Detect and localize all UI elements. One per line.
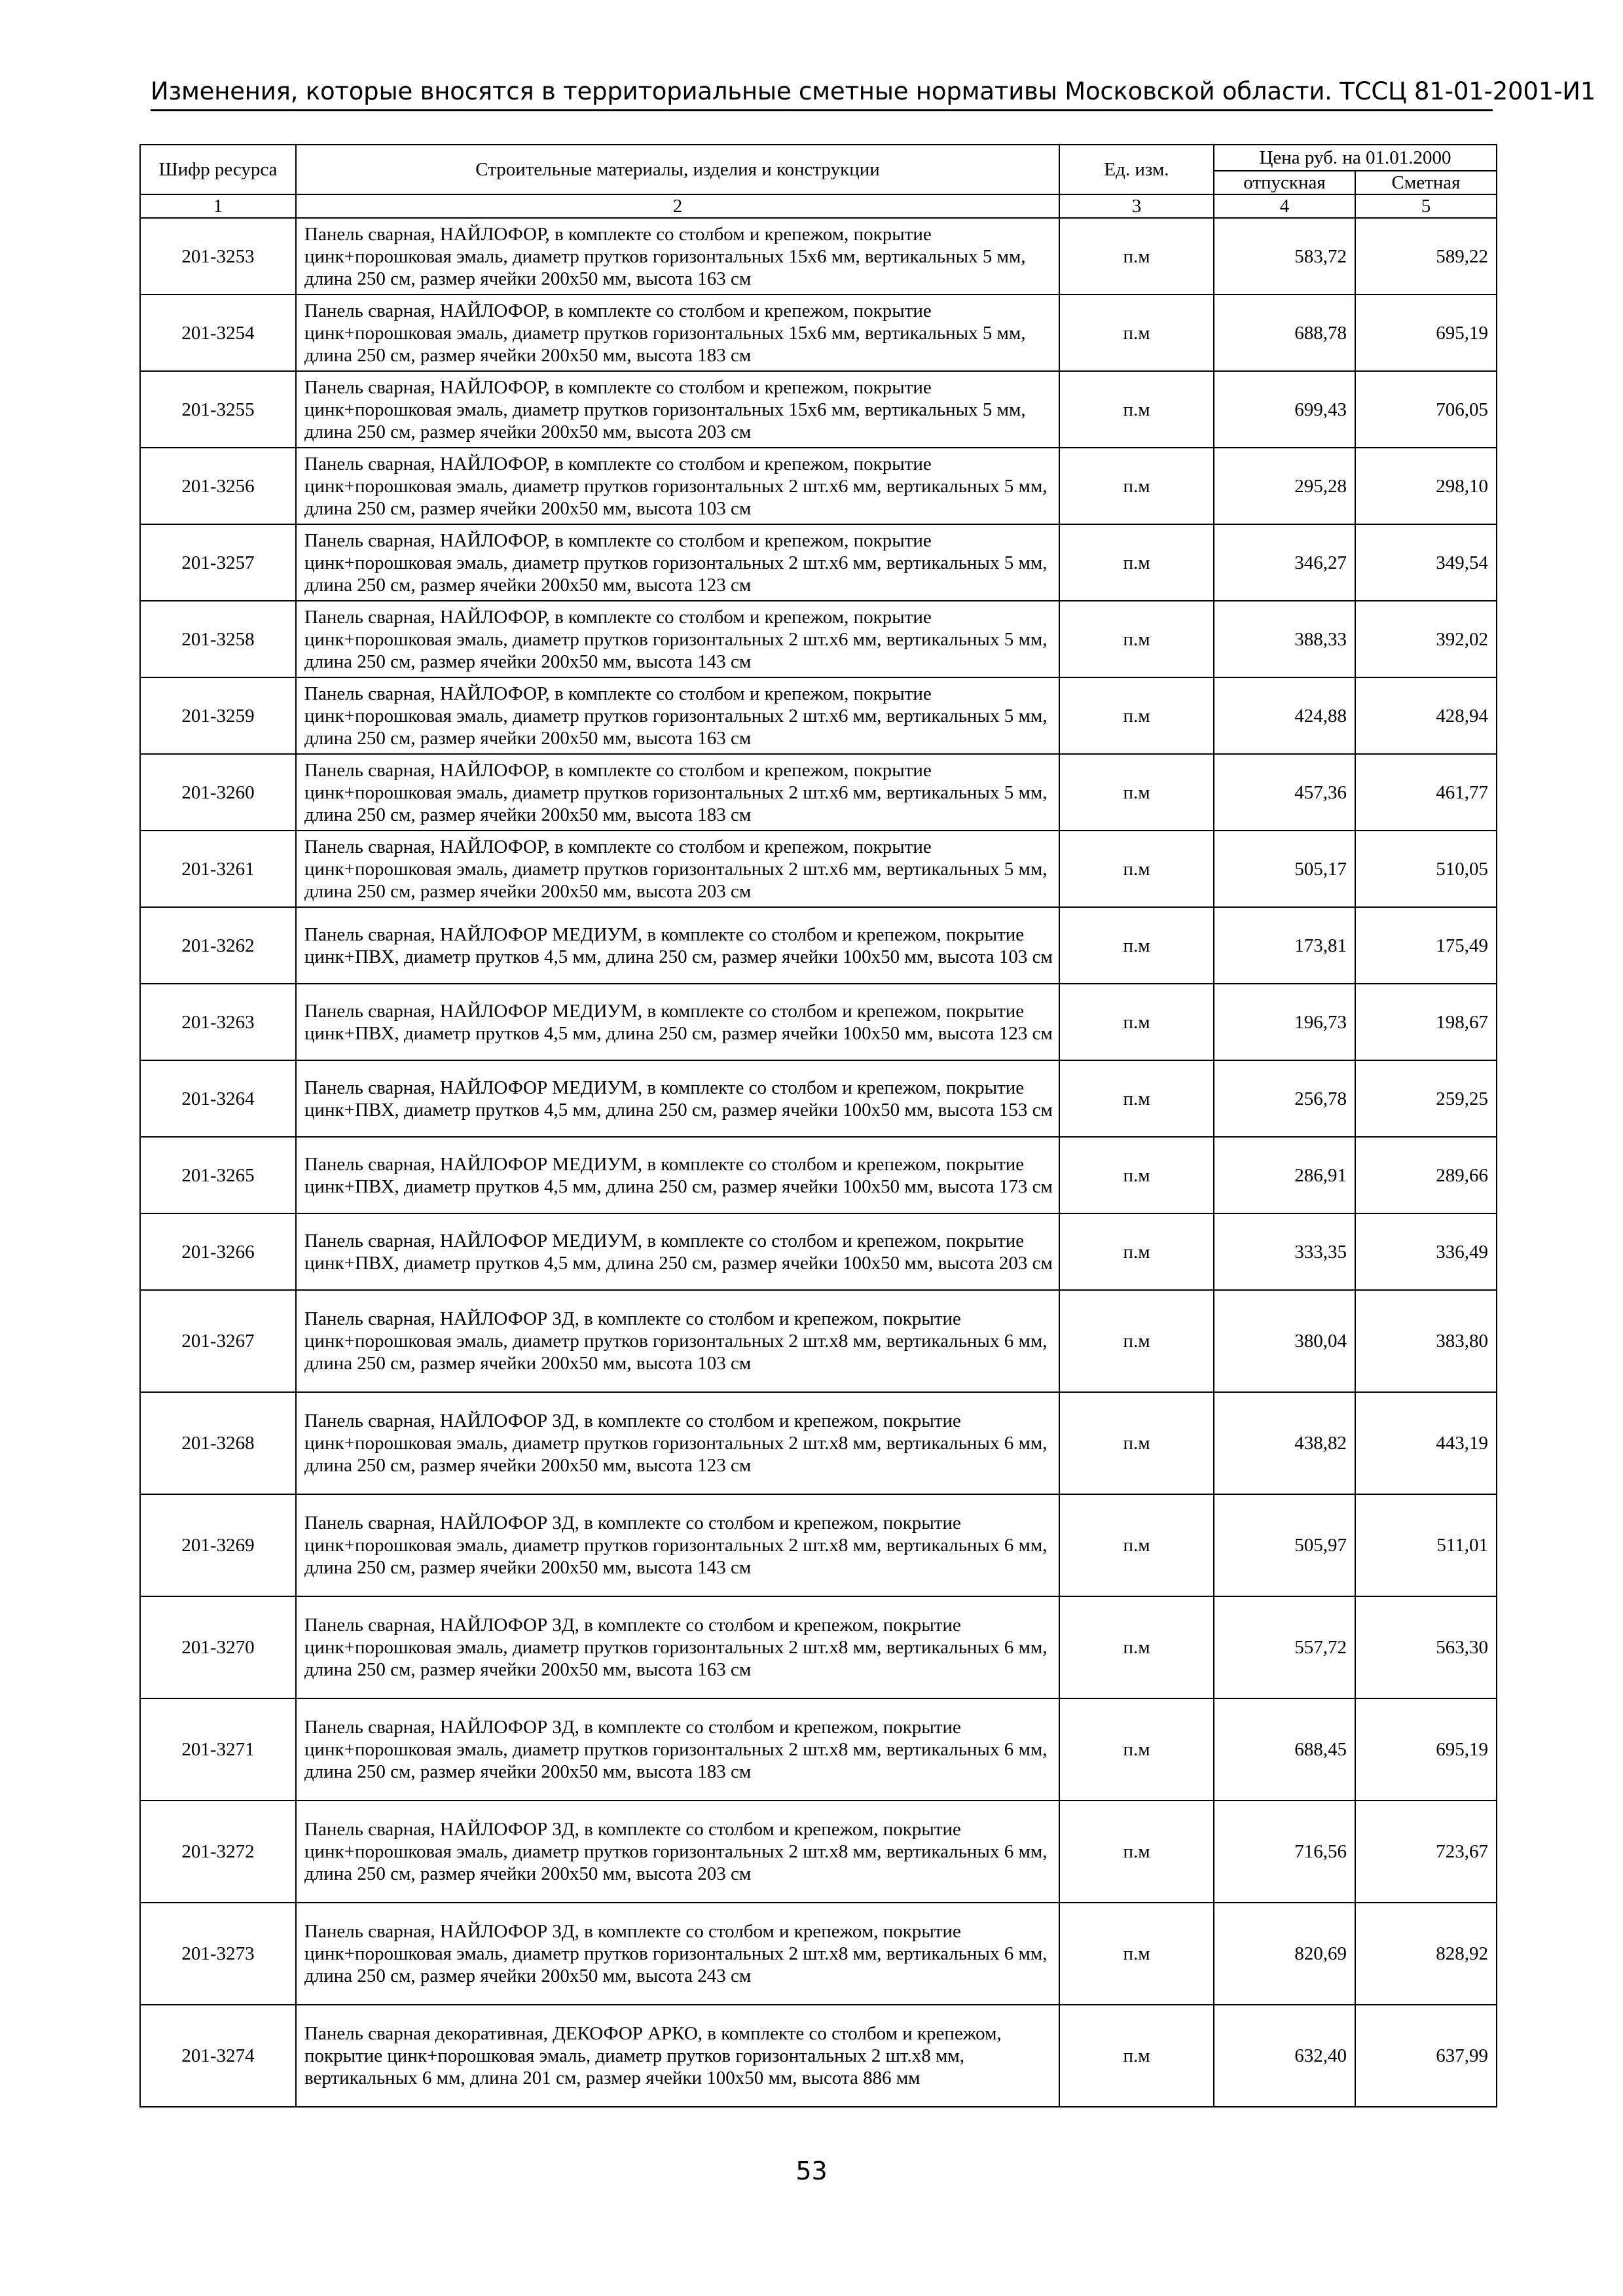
estimate-price-cell: 198,67: [1355, 984, 1497, 1060]
estimate-price-cell: 289,66: [1355, 1137, 1497, 1213]
table-row: [140, 601, 1497, 677]
header-release-price: отпускная: [1214, 171, 1355, 194]
estimate-price-cell: 511,01: [1355, 1494, 1497, 1596]
price-table: [139, 144, 1497, 2108]
release-price-cell: 380,04: [1214, 1290, 1355, 1392]
unit-cell: п.м: [1059, 1060, 1214, 1137]
resource-code-cell: 201-3261: [140, 831, 296, 907]
unit-cell: п.м: [1059, 371, 1214, 448]
material-description-cell: Панель сварная, НАЙЛОФОР, в комплекте со столбом и крепежом, покрытие цинк+порошковая эмаль, диаметр прутков горизонтальных 2 шт.х6 мм, вертикальных 5 мм, длина 250 см, размер ячейки 200х50 мм, высота 203 см: [296, 831, 1059, 907]
release-price-cell: 688,45: [1214, 1698, 1355, 1801]
unit-cell: п.м: [1059, 218, 1214, 295]
resource-code-cell: 201-3270: [140, 1596, 296, 1698]
material-description-cell: Панель сварная, НАЙЛОФОР 3Д, в комплекте со столбом и крепежом, покрытие цинк+порошковая эмаль, диаметр прутков горизонтальных 2 шт.х8 мм, вертикальных 6 мм, длина 250 см, размер ячейки 200х50 мм, высота 123 см: [296, 1392, 1059, 1494]
material-description-cell: Панель сварная, НАЙЛОФОР 3Д, в комплекте со столбом и крепежом, покрытие цинк+порошковая эмаль, диаметр прутков горизонтальных 2 шт.х8 мм, вертикальных 6 мм, длина 250 см, размер ячейки 200х50 мм, высота 183 см: [296, 1698, 1059, 1801]
table-row: [140, 1596, 1497, 1698]
resource-code-cell: 201-3274: [140, 2005, 296, 2107]
table-row: [140, 371, 1497, 448]
material-description-cell: Панель сварная, НАЙЛОФОР МЕДИУМ, в комплекте со столбом и крепежом, покрытие цинк+ПВХ, диаметр прутков 4,5 мм, длина 250 см, размер ячейки 100х50 мм, высота 173 см: [296, 1137, 1059, 1213]
material-description-cell: Панель сварная, НАЙЛОФОР МЕДИУМ, в комплекте со столбом и крепежом, покрытие цинк+ПВХ, диаметр прутков 4,5 мм, длина 250 см, размер ячейки 100х50 мм, высота 203 см: [296, 1213, 1059, 1290]
resource-code-cell: 201-3266: [140, 1213, 296, 1290]
estimate-price-cell: 510,05: [1355, 831, 1497, 907]
column-number: 2: [296, 194, 1059, 218]
resource-code-cell: 201-3257: [140, 524, 296, 601]
table-row: [140, 1494, 1497, 1596]
release-price-cell: 196,73: [1214, 984, 1355, 1060]
unit-cell: п.м: [1059, 1137, 1214, 1213]
unit-cell: п.м: [1059, 2005, 1214, 2107]
table-row: [140, 984, 1497, 1060]
resource-code-cell: 201-3268: [140, 1392, 296, 1494]
table-row: [140, 295, 1497, 371]
estimate-price-cell: 428,94: [1355, 677, 1497, 754]
release-price-cell: 333,35: [1214, 1213, 1355, 1290]
table-body: [140, 218, 1497, 2107]
release-price-cell: 173,81: [1214, 907, 1355, 984]
unit-cell: п.м: [1059, 448, 1214, 524]
resource-code-cell: 201-3271: [140, 1698, 296, 1801]
header-price-group: Цена руб. на 01.01.2000: [1214, 145, 1497, 171]
estimate-price-cell: 695,19: [1355, 295, 1497, 371]
estimate-price-cell: 723,67: [1355, 1801, 1497, 1903]
table-row: [140, 1698, 1497, 1801]
header-code: Шифр ресурса: [140, 145, 296, 194]
resource-code-cell: 201-3254: [140, 295, 296, 371]
release-price-cell: 716,56: [1214, 1801, 1355, 1903]
material-description-cell: Панель сварная, НАЙЛОФОР 3Д, в комплекте со столбом и крепежом, покрытие цинк+порошковая эмаль, диаметр прутков горизонтальных 2 шт.х8 мм, вертикальных 6 мм, длина 250 см, размер ячейки 200х50 мм, высота 243 см: [296, 1903, 1059, 2005]
resource-code-cell: 201-3265: [140, 1137, 296, 1213]
release-price-cell: 699,43: [1214, 371, 1355, 448]
unit-cell: п.м: [1059, 1290, 1214, 1392]
column-number: 4: [1214, 194, 1355, 218]
material-description-cell: Панель сварная, НАЙЛОФОР МЕДИУМ, в комплекте со столбом и крепежом, покрытие цинк+ПВХ, диаметр прутков 4,5 мм, длина 250 см, размер ячейки 100х50 мм, высота 153 см: [296, 1060, 1059, 1137]
resource-code-cell: 201-3263: [140, 984, 296, 1060]
estimate-price-cell: 349,54: [1355, 524, 1497, 601]
material-description-cell: Панель сварная, НАЙЛОФОР МЕДИУМ, в комплекте со столбом и крепежом, покрытие цинк+ПВХ, диаметр прутков 4,5 мм, длина 250 см, размер ячейки 100х50 мм, высота 103 см: [296, 907, 1059, 984]
table-row: [140, 754, 1497, 831]
unit-cell: п.м: [1059, 1596, 1214, 1698]
release-price-cell: 346,27: [1214, 524, 1355, 601]
estimate-price-cell: 298,10: [1355, 448, 1497, 524]
release-price-cell: 505,17: [1214, 831, 1355, 907]
unit-cell: п.м: [1059, 524, 1214, 601]
estimate-price-cell: 336,49: [1355, 1213, 1497, 1290]
unit-cell: п.м: [1059, 295, 1214, 371]
table-row: [140, 2005, 1497, 2107]
header-estimate-price: Сметная: [1355, 171, 1497, 194]
resource-code-cell: 201-3269: [140, 1494, 296, 1596]
estimate-price-cell: 589,22: [1355, 218, 1497, 295]
table-row: [140, 907, 1497, 984]
release-price-cell: 424,88: [1214, 677, 1355, 754]
column-number: 1: [140, 194, 296, 218]
estimate-price-cell: 706,05: [1355, 371, 1497, 448]
unit-cell: п.м: [1059, 1213, 1214, 1290]
table-row: [140, 677, 1497, 754]
unit-cell: п.м: [1059, 754, 1214, 831]
table-row: [140, 1137, 1497, 1213]
table-row: [140, 1213, 1497, 1290]
material-description-cell: Панель сварная, НАЙЛОФОР, в комплекте со столбом и крепежом, покрытие цинк+порошковая эмаль, диаметр прутков горизонтальных 15х6 мм, вертикальных 5 мм, длина 250 см, размер ячейки 200х50 мм, высота 163 см: [296, 218, 1059, 295]
release-price-cell: 256,78: [1214, 1060, 1355, 1137]
material-description-cell: Панель сварная, НАЙЛОФОР, в комплекте со столбом и крепежом, покрытие цинк+порошковая эмаль, диаметр прутков горизонтальных 2 шт.х6 мм, вертикальных 5 мм, длина 250 см, размер ячейки 200х50 мм, высота 163 см: [296, 677, 1059, 754]
material-description-cell: Панель сварная, НАЙЛОФОР 3Д, в комплекте со столбом и крепежом, покрытие цинк+порошковая эмаль, диаметр прутков горизонтальных 2 шт.х8 мм, вертикальных 6 мм, длина 250 см, размер ячейки 200х50 мм, высота 163 см: [296, 1596, 1059, 1698]
material-description-cell: Панель сварная, НАЙЛОФОР, в комплекте со столбом и крепежом, покрытие цинк+порошковая эмаль, диаметр прутков горизонтальных 15х6 мм, вертикальных 5 мм, длина 250 см, размер ячейки 200х50 мм, высота 183 см: [296, 295, 1059, 371]
resource-code-cell: 201-3256: [140, 448, 296, 524]
release-price-cell: 820,69: [1214, 1903, 1355, 2005]
resource-code-cell: 201-3255: [140, 371, 296, 448]
table-row: [140, 1801, 1497, 1903]
release-price-cell: 505,97: [1214, 1494, 1355, 1596]
release-price-cell: 688,78: [1214, 295, 1355, 371]
material-description-cell: Панель сварная, НАЙЛОФОР 3Д, в комплекте со столбом и крепежом, покрытие цинк+порошковая эмаль, диаметр прутков горизонтальных 2 шт.х8 мм, вертикальных 6 мм, длина 250 см, размер ячейки 200х50 мм, высота 143 см: [296, 1494, 1059, 1596]
material-description-cell: Панель сварная, НАЙЛОФОР, в комплекте со столбом и крепежом, покрытие цинк+порошковая эмаль, диаметр прутков горизонтальных 2 шт.х6 мм, вертикальных 5 мм, длина 250 см, размер ячейки 200х50 мм, высота 183 см: [296, 754, 1059, 831]
unit-cell: п.м: [1059, 984, 1214, 1060]
estimate-price-cell: 637,99: [1355, 2005, 1497, 2107]
material-description-cell: Панель сварная, НАЙЛОФОР МЕДИУМ, в комплекте со столбом и крепежом, покрытие цинк+ПВХ, диаметр прутков 4,5 мм, длина 250 см, размер ячейки 100х50 мм, высота 123 см: [296, 984, 1059, 1060]
estimate-price-cell: 259,25: [1355, 1060, 1497, 1137]
estimate-price-cell: 828,92: [1355, 1903, 1497, 2005]
estimate-price-cell: 392,02: [1355, 601, 1497, 677]
estimate-price-cell: 383,80: [1355, 1290, 1497, 1392]
resource-code-cell: 201-3267: [140, 1290, 296, 1392]
release-price-cell: 557,72: [1214, 1596, 1355, 1698]
material-description-cell: Панель сварная, НАЙЛОФОР 3Д, в комплекте со столбом и крепежом, покрытие цинк+порошковая эмаль, диаметр прутков горизонтальных 2 шт.х8 мм, вертикальных 6 мм, длина 250 см, размер ячейки 200х50 мм, высота 203 см: [296, 1801, 1059, 1903]
table-row: [140, 218, 1497, 295]
estimate-price-cell: 563,30: [1355, 1596, 1497, 1698]
column-number: 3: [1059, 194, 1214, 218]
release-price-cell: 388,33: [1214, 601, 1355, 677]
table-row: [140, 1060, 1497, 1137]
table-row: [140, 1392, 1497, 1494]
material-description-cell: Панель сварная, НАЙЛОФОР, в комплекте со столбом и крепежом, покрытие цинк+порошковая эмаль, диаметр прутков горизонтальных 2 шт.х6 мм, вертикальных 5 мм, длина 250 см, размер ячейки 200х50 мм, высота 143 см: [296, 601, 1059, 677]
page-header: Изменения, которые вносятся в территориальные сметные нормативы Московской области. ТССЦ 81-01-2001-И1: [151, 77, 1493, 111]
resource-code-cell: 201-3259: [140, 677, 296, 754]
page-number: 53: [795, 2157, 828, 2185]
column-number: 5: [1355, 194, 1497, 218]
unit-cell: п.м: [1059, 1698, 1214, 1801]
table-row: [140, 524, 1497, 601]
material-description-cell: Панель сварная, НАЙЛОФОР 3Д, в комплекте со столбом и крепежом, покрытие цинк+порошковая эмаль, диаметр прутков горизонтальных 2 шт.х8 мм, вертикальных 6 мм, длина 250 см, размер ячейки 200х50 мм, высота 103 см: [296, 1290, 1059, 1392]
resource-code-cell: 201-3258: [140, 601, 296, 677]
resource-code-cell: 201-3260: [140, 754, 296, 831]
unit-cell: п.м: [1059, 677, 1214, 754]
table-row: [140, 1903, 1497, 2005]
material-description-cell: Панель сварная, НАЙЛОФОР, в комплекте со столбом и крепежом, покрытие цинк+порошковая эмаль, диаметр прутков горизонтальных 2 шт.х6 мм, вертикальных 5 мм, длина 250 см, размер ячейки 200х50 мм, высота 123 см: [296, 524, 1059, 601]
unit-cell: п.м: [1059, 1494, 1214, 1596]
material-description-cell: Панель сварная декоративная, ДЕКОФОР АРКО, в комплекте со столбом и крепежом, покрытие цинк+порошковая эмаль, диаметр прутков горизонтальных 2 шт.х8 мм, вертикальных 6 мм, длина 201 см, размер ячейки 100х50 мм, высота 886 мм: [296, 2005, 1059, 2107]
unit-cell: п.м: [1059, 1801, 1214, 1903]
unit-cell: п.м: [1059, 1392, 1214, 1494]
unit-cell: п.м: [1059, 601, 1214, 677]
material-description-cell: Панель сварная, НАЙЛОФОР, в комплекте со столбом и крепежом, покрытие цинк+порошковая эмаль, диаметр прутков горизонтальных 2 шт.х6 мм, вертикальных 5 мм, длина 250 см, размер ячейки 200х50 мм, высота 103 см: [296, 448, 1059, 524]
resource-code-cell: 201-3262: [140, 907, 296, 984]
table-row: [140, 1290, 1497, 1392]
release-price-cell: 583,72: [1214, 218, 1355, 295]
estimate-price-cell: 175,49: [1355, 907, 1497, 984]
estimate-price-cell: 443,19: [1355, 1392, 1497, 1494]
estimate-price-cell: 461,77: [1355, 754, 1497, 831]
header-unit: Ед. изм.: [1059, 145, 1214, 194]
release-price-cell: 295,28: [1214, 448, 1355, 524]
table-row: [140, 448, 1497, 524]
material-description-cell: Панель сварная, НАЙЛОФОР, в комплекте со столбом и крепежом, покрытие цинк+порошковая эмаль, диаметр прутков горизонтальных 15х6 мм, вертикальных 5 мм, длина 250 см, размер ячейки 200х50 мм, высота 203 см: [296, 371, 1059, 448]
release-price-cell: 632,40: [1214, 2005, 1355, 2107]
resource-code-cell: 201-3273: [140, 1903, 296, 2005]
unit-cell: п.м: [1059, 907, 1214, 984]
estimate-price-cell: 695,19: [1355, 1698, 1497, 1801]
table-row: [140, 831, 1497, 907]
header-name: Строительные материалы, изделия и конструкции: [296, 145, 1059, 194]
release-price-cell: 457,36: [1214, 754, 1355, 831]
resource-code-cell: 201-3272: [140, 1801, 296, 1903]
resource-code-cell: 201-3253: [140, 218, 296, 295]
release-price-cell: 286,91: [1214, 1137, 1355, 1213]
unit-cell: п.м: [1059, 1903, 1214, 2005]
unit-cell: п.м: [1059, 831, 1214, 907]
resource-code-cell: 201-3264: [140, 1060, 296, 1137]
release-price-cell: 438,82: [1214, 1392, 1355, 1494]
